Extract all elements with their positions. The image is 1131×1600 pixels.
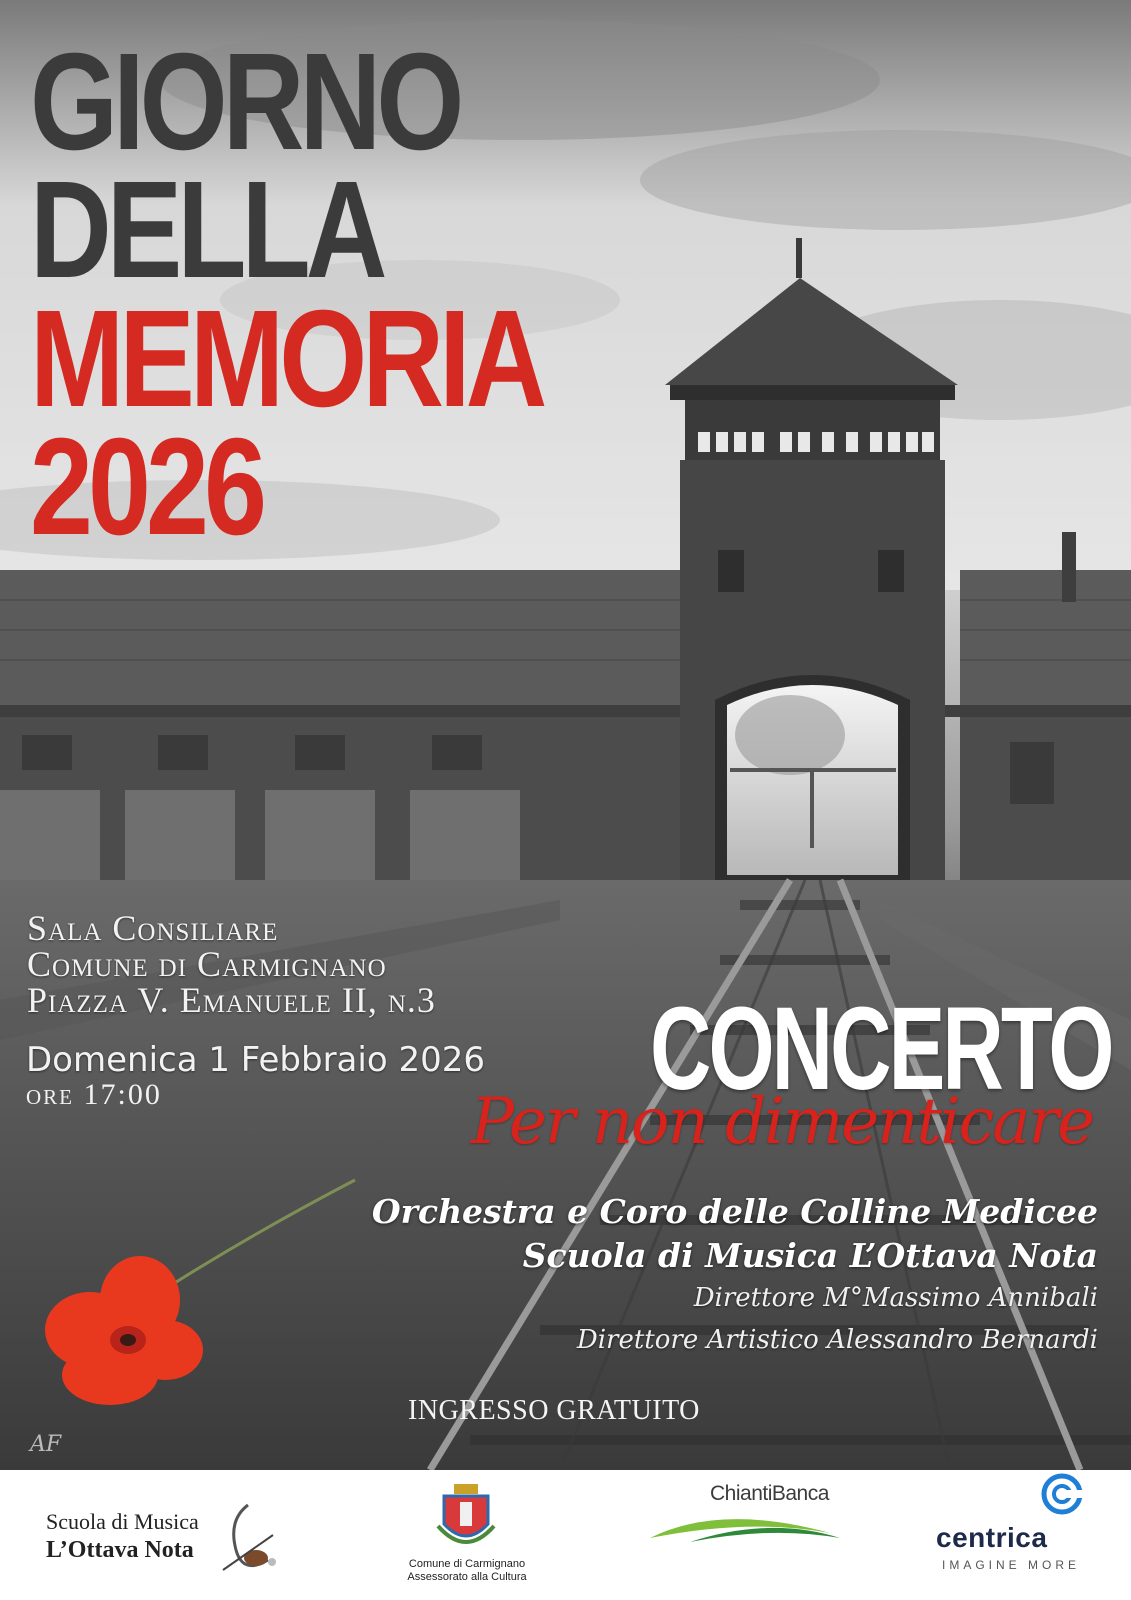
sponsor-comune-line1: Comune di Carmignano (408, 1558, 526, 1570)
sponsor-bar (0, 1470, 1131, 1600)
event-time: ore 17:00 (26, 1078, 162, 1111)
artistic-director-credit: Direttore Artistico Alessandro Bernardi (576, 1325, 1098, 1355)
free-entry-notice: INGRESSO GRATUITO (408, 1395, 700, 1426)
ensemble-orchestra: Orchestra e Coro delle Colline Medicee (371, 1192, 1098, 1231)
sponsor-comune-logo (392, 1558, 542, 1584)
title-line-year: 2026 (30, 409, 263, 564)
director-credit: Direttore M°Massimo Annibali (693, 1283, 1098, 1313)
sponsor-comune-line2: Assessorato alla Cultura (407, 1571, 527, 1583)
venue-block (27, 910, 436, 1018)
violin-icon (218, 1500, 278, 1580)
sponsor-scuola-line2: L’Ottava Nota (46, 1537, 194, 1563)
sponsor-centrica-tagline: IMAGINE MORE (942, 1558, 1081, 1572)
sponsor-scuola-logo (46, 1508, 199, 1564)
title-line-della: DELLA (30, 153, 383, 308)
title-line-giorno: GIORNO (30, 25, 460, 179)
main-title (30, 25, 543, 564)
venue-hall: Sala Consiliare (27, 908, 279, 948)
title-line-memoria: MEMORIA (30, 281, 543, 436)
sponsor-scuola-line1: Scuola di Musica (46, 1509, 199, 1534)
venue-town: Comune di Carmignano (27, 944, 387, 984)
event-date: Domenica 1 Febbraio 2026 (26, 1040, 485, 1080)
photographer-signature: AF (30, 1432, 62, 1457)
sponsor-centrica-logo: centrica (936, 1522, 1048, 1553)
centrica-logo-icon (1038, 1472, 1086, 1516)
coat-of-arms-icon (436, 1482, 496, 1556)
ensemble-school: Scuola di Musica L’Ottava Nota (522, 1236, 1098, 1275)
chiantibanca-swoosh-icon (650, 1508, 850, 1548)
concert-heading: CONCERTO (650, 983, 1112, 1115)
sponsor-chiantibanca-logo: ChiantiBanca (710, 1482, 829, 1505)
concert-subtitle: Per non dimenticare (470, 1085, 1093, 1159)
ensemble-block (372, 1190, 1098, 1278)
venue-address: Piazza V. Emanuele II, n.3 (27, 980, 436, 1020)
